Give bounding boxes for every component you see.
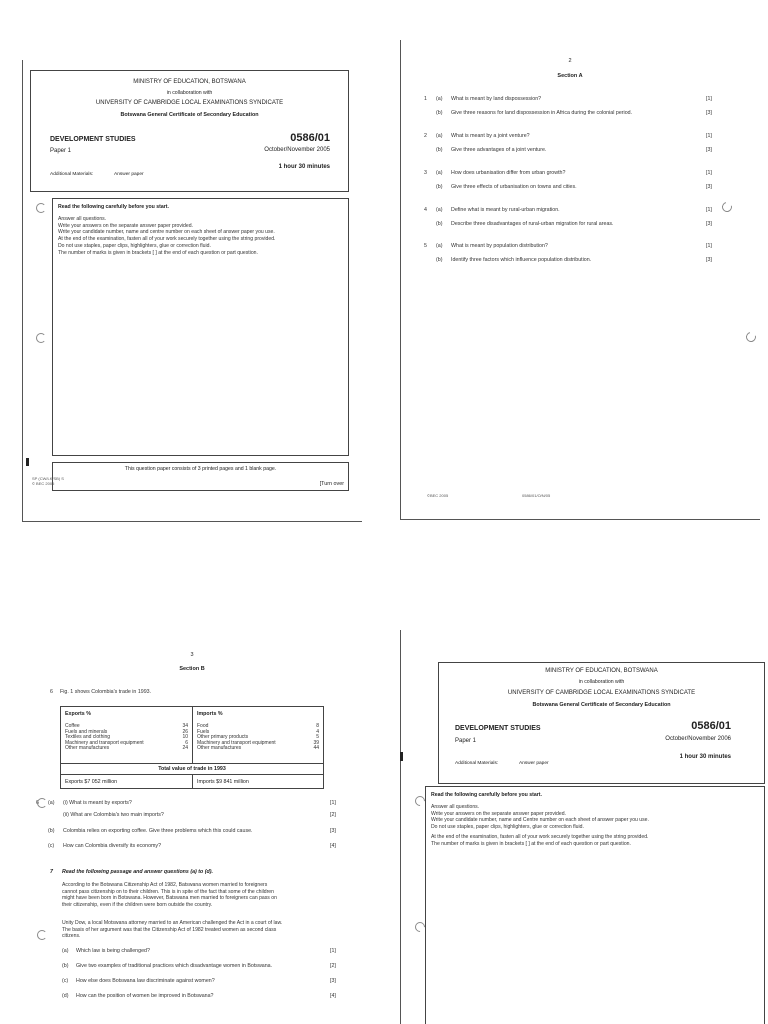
page-number: 2 <box>568 58 572 64</box>
question-number: 4 <box>424 207 427 213</box>
scan-mark-icon <box>26 458 29 466</box>
trade-item: Other primary products <box>197 734 249 741</box>
trade-percent: 10 <box>182 734 188 741</box>
question-text: Give two examples of traditional practices which disadvantage women in Botswana. <box>76 963 273 969</box>
trade-item: Machinery and transport equipment <box>197 739 276 746</box>
question-text: Give three advantages of a joint venture. <box>451 147 547 153</box>
page-footer-code: 0586/01/O/N/05 <box>522 493 551 498</box>
question-text: Describe three disadvantages of rural-urban migration for rural areas. <box>451 221 614 227</box>
paper-code: 0586/01 <box>691 720 731 732</box>
question-number: 1 <box>424 96 427 102</box>
passage-line: The basis of her argument was that the Citizenship Act of 1982 treated women as second class <box>62 926 277 933</box>
instruction-line: Answer all questions. <box>58 216 107 222</box>
question-text: How else does Botswana law discriminate against women? <box>76 978 215 984</box>
question-number: 3 <box>424 170 427 176</box>
collab-line: in collaboration with <box>166 90 213 96</box>
question-marks: [2] <box>330 963 336 969</box>
materials-label: Additional Materials: <box>50 172 94 177</box>
exports-heading: Exports % <box>65 711 91 717</box>
question-part: (c) <box>62 978 69 984</box>
question-text: Colombia relies on exporting coffee. Give three problems which this could cause. <box>63 828 253 834</box>
instructions-box <box>52 198 349 456</box>
figure-divider <box>192 707 193 763</box>
cover-page-2 <box>400 630 768 1024</box>
paper-code: 0586/01 <box>290 132 330 144</box>
passage-line: According to the Botswana Citizenship Act of 1982, Batswana women married to foreigners <box>62 882 268 888</box>
punch-hole-icon <box>36 333 46 343</box>
paper-number: Paper 1 <box>455 738 477 744</box>
question-number: 5 <box>424 243 427 249</box>
trade-figure <box>60 706 324 789</box>
question-part: (b) <box>436 221 443 227</box>
question-marks: [1] <box>706 170 712 176</box>
instruction-line: Write your answers on the separate answer paper provided. <box>58 222 193 229</box>
trade-item: Machinery and transport equipment <box>65 739 144 746</box>
punch-hole-icon <box>37 798 47 808</box>
question-text: Which law is being challenged? <box>76 948 150 954</box>
question-part: (c) <box>48 843 55 849</box>
passage-paragraph <box>62 882 277 909</box>
question-text: Define what is meant by rural-urban migration. <box>451 207 560 213</box>
instruction-line: Answer all questions. <box>431 804 480 810</box>
figure-divider <box>61 763 323 764</box>
question-marks: [1] <box>330 948 336 954</box>
page-footer-left: ©BEC 2005 <box>427 493 449 498</box>
trade-item: Coffee <box>65 723 80 729</box>
punch-hole-icon <box>744 330 758 344</box>
subject-title: DEVELOPMENT STUDIES <box>50 136 136 143</box>
instruction-line: Do not use staples, paper clips, highlighters, glue or correction fluid. <box>58 242 211 249</box>
scan-mark-icon <box>400 752 403 761</box>
question-text: How can Colombia diversify its economy? <box>63 843 162 849</box>
trade-percent: 44 <box>313 745 319 752</box>
trade-percent: 39 <box>313 739 319 746</box>
question-text: What is meant by population distribution? <box>451 243 548 249</box>
exam-duration: 1 hour 30 minutes <box>278 164 330 170</box>
question-marks: [1] <box>706 243 712 249</box>
question-number: 6 <box>50 689 53 695</box>
question-marks: [3] <box>706 257 712 263</box>
passage-paragraph <box>62 920 282 940</box>
question-number: 6 <box>36 800 39 806</box>
paper-number: Paper 1 <box>50 148 72 154</box>
question-marks: [1] <box>330 800 336 806</box>
question-marks: [1] <box>706 207 712 213</box>
question-marks: [1] <box>706 96 712 102</box>
instruction-line: Do not use staples, paper clips, highlighters, glue or correction fluid. <box>431 824 584 831</box>
cover-header-box <box>30 70 349 192</box>
instruction-line: The number of marks is given in brackets [ ] at the end of each question or part question. <box>431 840 631 847</box>
trade-percent: 5 <box>316 734 319 741</box>
read-heading: Read the following carefully before you start. <box>431 792 542 798</box>
question-text: What is meant by land dispossession? <box>451 96 542 102</box>
instruction-line: Write your candidate number, name and Centre number on each sheet of answer paper you use. <box>431 817 649 824</box>
section-a-page <box>400 40 760 522</box>
footer-code: SP (CW/LK/SB) S <box>32 476 64 481</box>
ministry-line: MINISTRY OF EDUCATION, BOTSWANA <box>545 668 658 674</box>
question-part: (a) <box>436 96 443 102</box>
passage-line: citizens. <box>62 933 81 940</box>
ministry-line: MINISTRY OF EDUCATION, BOTSWANA <box>133 79 246 85</box>
question-marks: [2] <box>330 812 336 818</box>
question-part: (a) <box>62 948 69 954</box>
question-marks: [3] <box>706 221 712 227</box>
pages-note: This question paper consists of 3 printed pages and 1 blank page. <box>124 466 277 472</box>
cover-page <box>22 60 362 530</box>
trade-row <box>63 746 190 752</box>
subject-title: DEVELOPMENT STUDIES <box>455 725 541 732</box>
trade-item: Textiles and clothing <box>65 734 111 741</box>
exam-session: October/November 2005 <box>264 147 330 153</box>
imports-total: Imports $9 841 million <box>197 779 249 785</box>
question-part: (a) <box>48 800 55 806</box>
section-heading: Section B <box>179 666 205 672</box>
figure-divider <box>61 774 323 775</box>
trade-item: Other manufactures <box>65 745 110 752</box>
instructions-box <box>425 786 765 1024</box>
exam-session: October/November 2006 <box>665 736 731 742</box>
exports-total: Exports $7 052 million <box>65 779 118 785</box>
section-heading: Section A <box>557 73 583 79</box>
question-text: How does urbanisation differ from urban growth? <box>451 170 566 176</box>
passage-line: Unity Dow, a local Motswana attorney married to an American challenged the Act in a court of law. <box>62 920 283 926</box>
question-number: 2 <box>424 133 427 139</box>
question-marks: [1] <box>706 133 712 139</box>
figure-divider <box>192 774 193 789</box>
read-heading: Read the following carefully before you start. <box>58 204 169 210</box>
question-number: 7 <box>50 869 53 875</box>
instruction-line: At the end of the examination, fasten all of your work securely together using the string provided. <box>58 236 276 243</box>
exam-duration: 1 hour 30 minutes <box>679 754 731 760</box>
turn-over: [Turn over <box>319 481 344 487</box>
certificate-line: Botswana General Certificate of Secondary Education <box>120 112 259 118</box>
question-part: (b) <box>436 147 443 153</box>
question-text: Read the following passage and answer questions (a) to (d). <box>62 869 213 875</box>
page-number: 3 <box>190 652 194 658</box>
instruction-line: At the end of the examination, fasten all of your work securely together using the string provided. <box>431 833 649 840</box>
question-text: Give three effects of urbanisation on towns and cities. <box>451 184 577 190</box>
question-part: (a) <box>436 243 443 249</box>
question-marks: [3] <box>706 184 712 190</box>
section-b-page <box>22 640 362 1024</box>
question-part: (a) <box>436 170 443 176</box>
question-text: (i) What is meant by exports? <box>63 800 132 806</box>
passage-line: might have been born in Botswana. However, Batswana men married to foreigners can pass on <box>62 895 277 902</box>
trade-item: Other manufactures <box>197 745 242 752</box>
trade-percent: 6 <box>185 739 188 746</box>
passage-line: cannot pass citizenship on to their children. This is in spite of the fact that some of the children <box>62 888 274 895</box>
question-part: (b) <box>48 828 55 834</box>
question-text: How can the position of women be improved in Botswana? <box>76 993 214 999</box>
question-marks: [3] <box>330 828 336 834</box>
instruction-line: The number of marks is given in brackets [ ] at the end of each question or part question. <box>58 249 258 256</box>
trade-percent: 24 <box>182 745 188 752</box>
materials-value: Answer paper <box>114 172 144 177</box>
question-text: Identify three factors which influence population distribution. <box>451 257 592 263</box>
instruction-line: Write your candidate number, name and centre number on each sheet of answer paper you use. <box>58 229 275 236</box>
question-marks: [4] <box>330 993 336 999</box>
question-part: (a) <box>436 133 443 139</box>
question-marks: [4] <box>330 843 336 849</box>
question-part: (b) <box>436 184 443 190</box>
question-part: (b) <box>436 110 443 116</box>
cover-header-box <box>438 662 765 784</box>
passage-line: their citizenship, even if the children were born outside the country. <box>62 902 213 909</box>
punch-hole-icon <box>720 200 734 214</box>
cover-footer-box <box>52 462 349 491</box>
imports-heading: Imports % <box>197 711 223 717</box>
punch-hole-icon <box>37 930 47 940</box>
question-part: (b) <box>436 257 443 263</box>
trade-percent: 8 <box>316 723 319 729</box>
question-marks: [3] <box>330 978 336 984</box>
university-line: UNIVERSITY OF CAMBRIDGE LOCAL EXAMINATIONS SYNDICATE <box>95 100 284 106</box>
footer-copyright: © BEC 2005 <box>32 481 55 486</box>
imports-table <box>195 724 321 752</box>
instructions-list <box>431 804 649 847</box>
trade-percent: 4 <box>316 728 319 735</box>
question-part: (a) <box>436 207 443 213</box>
question-text: What is meant by a joint venture? <box>451 133 530 139</box>
question-part: (d) <box>62 993 69 999</box>
instructions-list <box>58 216 275 256</box>
exports-table <box>63 724 190 752</box>
materials-value: Answer paper <box>519 761 549 766</box>
punch-hole-icon <box>36 203 46 213</box>
question-part: (b) <box>62 963 69 969</box>
collab-line: in collaboration with <box>578 679 625 685</box>
question-text: Give three reasons for land dispossession in Africa during the colonial period. <box>451 110 633 116</box>
question-marks: [3] <box>706 110 712 116</box>
certificate-line: Botswana General Certificate of Secondary Education <box>532 702 671 708</box>
question-marks: [3] <box>706 147 712 153</box>
materials-label: Additional Materials: <box>455 761 499 766</box>
trade-total-label: Total value of trade in 1993 <box>158 766 226 772</box>
trade-percent: 34 <box>182 723 188 729</box>
trade-row <box>195 746 321 752</box>
question-text: Fig. 1 shows Colombia's trade in 1993. <box>60 689 152 695</box>
trade-item: Fuels <box>197 728 210 735</box>
trade-percent: 26 <box>182 728 188 735</box>
instruction-line: Write your answers on the separate answer paper provided. <box>431 810 566 817</box>
question-text: (ii) What are Colombia's two main imports? <box>63 812 164 818</box>
university-line: UNIVERSITY OF CAMBRIDGE LOCAL EXAMINATIONS SYNDICATE <box>507 690 696 696</box>
trade-item: Fuels and minerals <box>65 728 108 735</box>
trade-item: Food <box>197 723 209 729</box>
